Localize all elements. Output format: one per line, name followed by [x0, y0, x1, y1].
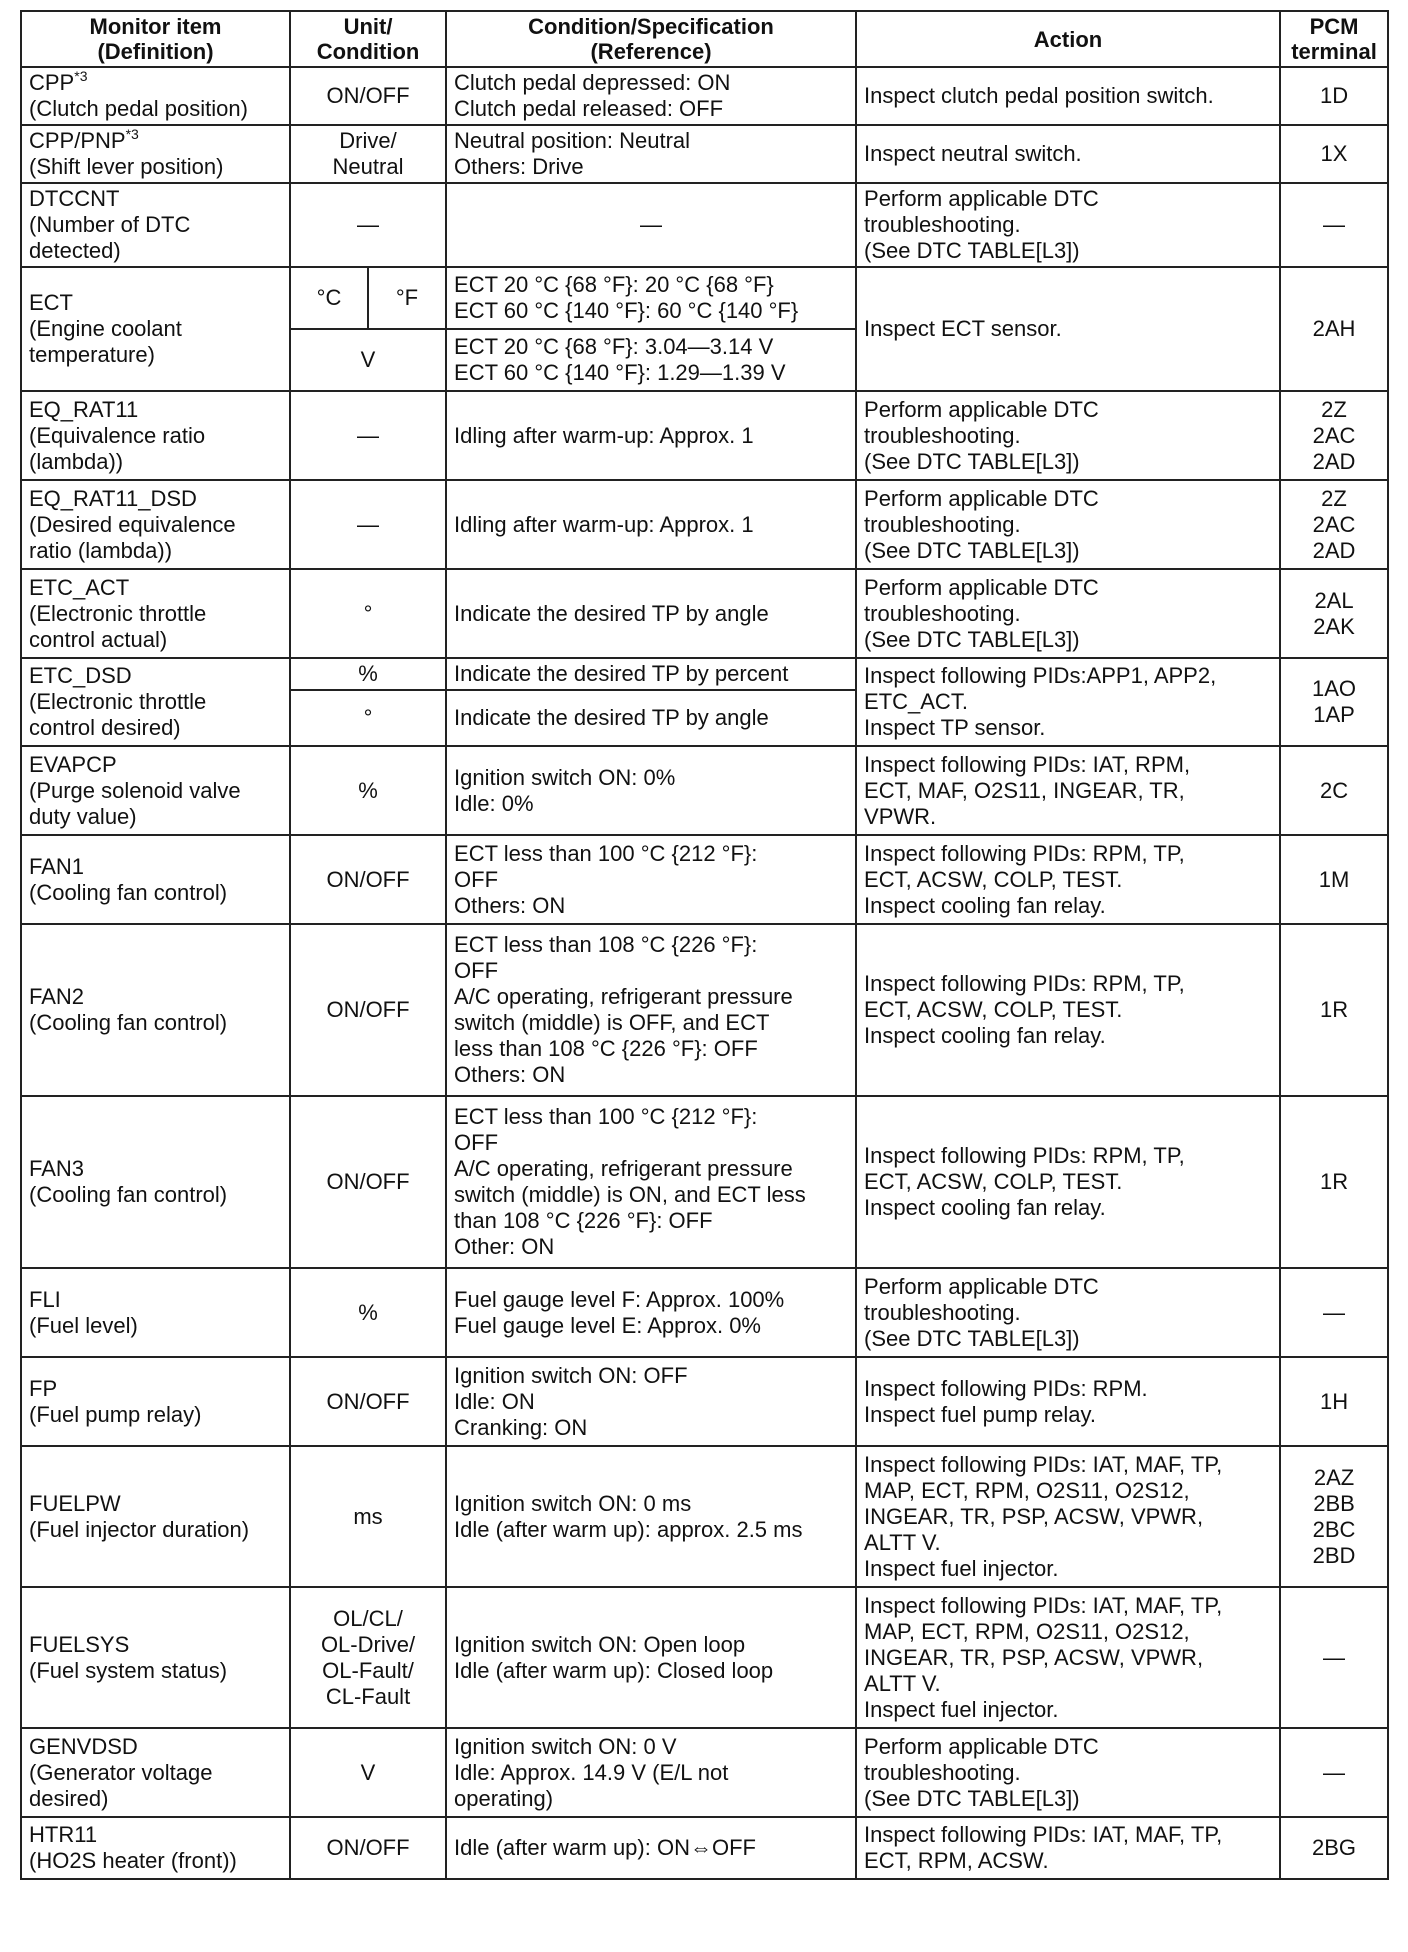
item-name: CPP — [29, 70, 75, 95]
table-row-fan3 — [21, 1096, 1388, 1268]
condition-cell: Ignition switch ON: Open loop Idle (after warm up): Closed loop — [446, 1587, 856, 1728]
unit-cell: ON/OFF — [290, 924, 446, 1096]
action-cell: Inspect following PIDs: IAT, MAF, TP, ECT, RPM, ACSW. — [856, 1817, 1280, 1879]
item-cell: EQ_RAT11_DSD (Desired equivalence ratio (lambda)) — [21, 480, 290, 569]
footnote-marker: *3 — [125, 126, 139, 142]
item-cell: FAN2 (Cooling fan control) — [21, 924, 290, 1096]
table-row-cpp — [21, 67, 1388, 125]
action-cell: Perform applicable DTC troubleshooting. (See DTC TABLE[L3]) — [856, 391, 1280, 480]
terminal-cell: 1X — [1280, 125, 1388, 183]
terminal-cell: — — [1280, 1728, 1388, 1817]
terminal-cell: 2Z 2AC 2AD — [1280, 480, 1388, 569]
terminal-cell: — — [1280, 183, 1388, 267]
table-row-fan1 — [21, 835, 1388, 924]
table-row-etc-act — [21, 569, 1388, 658]
item-name: CPP/PNP — [29, 128, 126, 153]
condition-cell: — — [446, 183, 856, 267]
item-cell: ETC_ACT (Electronic throttle control actual) — [21, 569, 290, 658]
table-row-fp — [21, 1357, 1388, 1446]
unit-cell: ° — [290, 569, 446, 658]
terminal-cell: 1R — [1280, 924, 1388, 1096]
condition-cell: Idling after warm-up: Approx. 1 — [446, 480, 856, 569]
terminal-cell: 1D — [1280, 67, 1388, 125]
unit-cell-percent: % — [290, 658, 446, 690]
condition-cell: ECT less than 108 °C {226 °F}: OFF A/C operating, refrigerant pressure switch (middle) is OFF, and ECT less than 108 °C {226 °F}: OFF Others: ON — [446, 924, 856, 1096]
table-row-eq-rat11-dsd — [21, 480, 1388, 569]
unit-cell: ON/OFF — [290, 1817, 446, 1879]
condition-cell: Idling after warm-up: Approx. 1 — [446, 391, 856, 480]
terminal-cell: 1R — [1280, 1096, 1388, 1268]
item-definition: (Shift lever position) — [29, 154, 224, 179]
action-cell: Inspect following PIDs: IAT, MAF, TP, MAP, ECT, RPM, O2S11, O2S12, INGEAR, TR, PSP, ACSW, VPWR, ALTT V. Inspect fuel injector. — [856, 1446, 1280, 1587]
action-cell: Perform applicable DTC troubleshooting. (See DTC TABLE[L3]) — [856, 480, 1280, 569]
item-cell: HTR11 (HO2S heater (front)) — [21, 1817, 290, 1879]
action-cell: Inspect following PIDs:APP1, APP2, ETC_ACT. Inspect TP sensor. — [856, 658, 1280, 746]
unit-cell: ON/OFF — [290, 1357, 446, 1446]
action-cell: Inspect following PIDs: IAT, RPM, ECT, MAF, O2S11, INGEAR, TR, VPWR. — [856, 746, 1280, 835]
condition-cell: Clutch pedal depressed: ON Clutch pedal released: OFF — [446, 67, 856, 125]
action-cell: Perform applicable DTC troubleshooting. (See DTC TABLE[L3]) — [856, 1728, 1280, 1817]
terminal-cell: 2C — [1280, 746, 1388, 835]
item-cell: FLI (Fuel level) — [21, 1268, 290, 1357]
action-cell: Inspect clutch pedal position switch. — [856, 67, 1280, 125]
unit-cell: ON/OFF — [290, 1096, 446, 1268]
condition-cell-temperature: ECT 20 °C {68 °F}: 20 °C {68 °F} ECT 60 °C {140 °F}: 60 °C {140 °F} — [446, 267, 856, 329]
condition-cell: Indicate the desired TP by angle — [446, 569, 856, 658]
condition-cell: Idle (after warm up): ON⇔OFF — [446, 1817, 856, 1879]
unit-cell-fahrenheit: °F — [368, 267, 446, 329]
table-row-fuelsys — [21, 1587, 1388, 1728]
item-cell: EVAPCP (Purge solenoid valve duty value) — [21, 746, 290, 835]
pid-monitor-table — [20, 10, 1389, 1880]
header-condition-specification: Condition/Specification (Reference) — [446, 11, 856, 67]
action-cell: Inspect neutral switch. — [856, 125, 1280, 183]
unit-cell: — — [290, 183, 446, 267]
table-row-etc-dsd — [21, 658, 1388, 690]
condition-cell: Ignition switch ON: 0 V Idle: Approx. 14.9 V (E/L not operating) — [446, 1728, 856, 1817]
item-cell: FUELSYS (Fuel system status) — [21, 1587, 290, 1728]
table-row-genvdsd — [21, 1728, 1388, 1817]
item-cell: ETC_DSD (Electronic throttle control desired) — [21, 658, 290, 746]
table-row-fli — [21, 1268, 1388, 1357]
condition-cell-percent: Indicate the desired TP by percent — [446, 658, 856, 690]
condition-cell: Ignition switch ON: OFF Idle: ON Cranking: ON — [446, 1357, 856, 1446]
table-row-htr11 — [21, 1817, 1388, 1879]
condition-cell-angle: Indicate the desired TP by angle — [446, 690, 856, 746]
action-cell: Perform applicable DTC troubleshooting. (See DTC TABLE[L3]) — [856, 183, 1280, 267]
table-row-evapcp — [21, 746, 1388, 835]
terminal-cell: 1H — [1280, 1357, 1388, 1446]
unit-cell: ON/OFF — [290, 67, 446, 125]
table-row-fan2 — [21, 924, 1388, 1096]
unit-cell: OL/CL/ OL-Drive/ OL-Fault/ CL-Fault — [290, 1587, 446, 1728]
action-cell: Inspect following PIDs: RPM. Inspect fuel pump relay. — [856, 1357, 1280, 1446]
unit-cell: % — [290, 1268, 446, 1357]
terminal-cell: 2AL 2AK — [1280, 569, 1388, 658]
condition-cell: Ignition switch ON: 0% Idle: 0% — [446, 746, 856, 835]
unit-cell-degree: ° — [290, 690, 446, 746]
terminal-cell: — — [1280, 1587, 1388, 1728]
action-cell: Perform applicable DTC troubleshooting. (See DTC TABLE[L3]) — [856, 569, 1280, 658]
unit-cell: — — [290, 480, 446, 569]
unit-cell: — — [290, 391, 446, 480]
action-cell: Inspect following PIDs: IAT, MAF, TP, MAP, ECT, RPM, O2S11, O2S12, INGEAR, TR, PSP, ACSW, VPWR, ALTT V. Inspect fuel injector. — [856, 1587, 1280, 1728]
unit-cell: ON/OFF — [290, 835, 446, 924]
unit-cell: V — [290, 1728, 446, 1817]
condition-cell: ECT less than 100 °C {212 °F}: OFF Others: ON — [446, 835, 856, 924]
item-cell: DTCCNT (Number of DTC detected) — [21, 183, 290, 267]
table-header-row — [21, 11, 1388, 67]
header-monitor-item: Monitor item (Definition) — [21, 11, 290, 67]
item-definition: (Clutch pedal position) — [29, 96, 248, 121]
header-unit-condition: Unit/ Condition — [290, 11, 446, 67]
item-cell — [21, 125, 290, 183]
item-cell: FAN1 (Cooling fan control) — [21, 835, 290, 924]
terminal-cell: 2AZ 2BB 2BC 2BD — [1280, 1446, 1388, 1587]
terminal-cell: — — [1280, 1268, 1388, 1357]
action-cell: Inspect following PIDs: RPM, TP, ECT, ACSW, COLP, TEST. Inspect cooling fan relay. — [856, 1096, 1280, 1268]
action-cell: Perform applicable DTC troubleshooting. (See DTC TABLE[L3]) — [856, 1268, 1280, 1357]
terminal-cell: 2BG — [1280, 1817, 1388, 1879]
action-cell: Inspect ECT sensor. — [856, 267, 1280, 391]
condition-cell: Ignition switch ON: 0 ms Idle (after warm up): approx. 2.5 ms — [446, 1446, 856, 1587]
terminal-cell: 1AO 1AP — [1280, 658, 1388, 746]
header-pcm-terminal: PCM terminal — [1280, 11, 1388, 67]
action-cell: Inspect following PIDs: RPM, TP, ECT, ACSW, COLP, TEST. Inspect cooling fan relay. — [856, 924, 1280, 1096]
item-cell: FUELPW (Fuel injector duration) — [21, 1446, 290, 1587]
terminal-cell: 2Z 2AC 2AD — [1280, 391, 1388, 480]
table-row-fuelpw — [21, 1446, 1388, 1587]
terminal-cell: 1M — [1280, 835, 1388, 924]
item-cell: FAN3 (Cooling fan control) — [21, 1096, 290, 1268]
unit-cell-celsius: °C — [290, 267, 368, 329]
condition-cell: Neutral position: Neutral Others: Drive — [446, 125, 856, 183]
item-cell — [21, 67, 290, 125]
item-cell: FP (Fuel pump relay) — [21, 1357, 290, 1446]
item-cell: EQ_RAT11 (Equivalence ratio (lambda)) — [21, 391, 290, 480]
item-cell: ECT (Engine coolant temperature) — [21, 267, 290, 391]
header-action: Action — [856, 11, 1280, 67]
table-row-ect — [21, 267, 1388, 329]
unit-cell: Drive/ Neutral — [290, 125, 446, 183]
condition-cell: Fuel gauge level F: Approx. 100% Fuel gauge level E: Approx. 0% — [446, 1268, 856, 1357]
terminal-cell: 2AH — [1280, 267, 1388, 391]
action-cell: Inspect following PIDs: RPM, TP, ECT, ACSW, COLP, TEST. Inspect cooling fan relay. — [856, 835, 1280, 924]
condition-cell-voltage: ECT 20 °C {68 °F}: 3.04—3.14 V ECT 60 °C {140 °F}: 1.29—1.39 V — [446, 329, 856, 391]
table-row-eq-rat11 — [21, 391, 1388, 480]
condition-cell: ECT less than 100 °C {212 °F}: OFF A/C operating, refrigerant pressure switch (middle) is ON, and ECT less than 108 °C {226 °F}: OFF Other: ON — [446, 1096, 856, 1268]
table-row-dtccnt — [21, 183, 1388, 267]
unit-cell: ms — [290, 1446, 446, 1587]
unit-cell-volt: V — [290, 329, 446, 391]
table-row-cpp-pnp — [21, 125, 1388, 183]
item-cell: GENVDSD (Generator voltage desired) — [21, 1728, 290, 1817]
unit-cell: % — [290, 746, 446, 835]
footnote-marker: *3 — [74, 68, 88, 84]
